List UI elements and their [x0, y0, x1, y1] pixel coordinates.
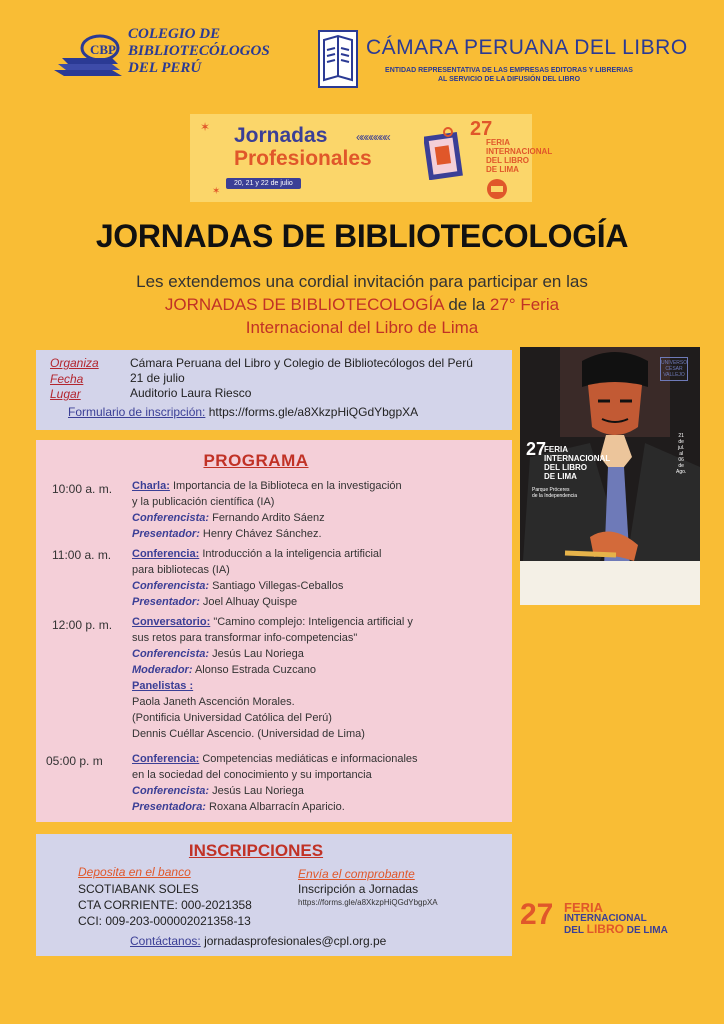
organiza-label: Organiza [50, 356, 99, 370]
send-label: Envía el comprobante [298, 867, 415, 881]
session-time: 11:00 a. m. [52, 548, 112, 562]
session-1: Charla: Importancia de la Biblioteca en la investigación y la publicación científica (IA) Conferencista: Fernando Ardito Sáenz Presentador: Henry Chávez Sánchez. [132, 480, 402, 540]
session-3: Conversatorio: "Camino complejo: Inteligencia artificial y sus retos para transformar info-competencias" Conferencista: Jesús Lau Noriega Moderador: Alonso Estrada Cuzcano Panelistas : Paola Janeth Ascención Morales. (Pontificia Universidad Católica del Perú) Dennis Cuéllar Ascencio. (Universidad de Lima) [132, 616, 413, 740]
deposit-label: Deposita en el banco [78, 865, 191, 879]
form-line [68, 405, 418, 419]
bank-details: SCOTIABANK SOLES CTA CORRIENTE: 000-2021358 CCI: 009-203-000002021358-13 [78, 882, 252, 928]
contact-email-link[interactable]: jornadasprofesionales@cpl.org.pe [204, 934, 387, 948]
form-url-link[interactable]: https://forms.gle/a8XkzpHiQGdYbgpXA [208, 405, 419, 419]
session-time: 12:00 p. m. [52, 618, 113, 632]
cpl-logo-icon [318, 30, 358, 88]
session-time: 10:00 a. m. [52, 482, 113, 496]
invitation-text: Les extendemos una cordial invitación para participar en las JORNADAS DE BIBLIOTECOLOGÍA de la 27° Feria Internacional del Libro de Lima [136, 272, 588, 337]
svg-text:CBP: CBP [90, 42, 116, 57]
cbp-name: COLEGIO DE BIBLIOTECÓLOGOS DEL PERÚ [128, 26, 270, 76]
stamp-icon [424, 126, 464, 180]
session-4: Conferencia: Competencias mediáticas e informacionales en la sociedad del conocimiento y su importancia Conferencista: Jesús Lau Noriega Presentadora: Roxana Albarracín Aparicio. [132, 753, 418, 813]
poster-feria: FERIA INTERNACIONAL DEL LIBRO DE LIMA [544, 445, 611, 481]
cbp-logo-icon [52, 30, 126, 82]
contact-line [130, 934, 386, 948]
jornadas-title: Jornadas Profesionales [234, 124, 372, 170]
lugar-label: Lugar [50, 387, 81, 401]
poster-badge: UNIVERSO CÉSAR VALLEJO [660, 357, 688, 381]
session-2: Conferencia: Introducción a la inteligencia artificial para bibliotecas (IA) Conferencista: Santiago Villegas-Ceballos Presentador: Joel Alhuay Quispe [132, 548, 382, 608]
programa-title: PROGRAMA [203, 451, 309, 470]
organiza-value: Cámara Peruana del Libro y Colegio de Bibliotecólogos del Perú [130, 356, 473, 370]
cpl-tagline: ENTIDAD REPRESENTATIVA DE LAS EMPRESAS EDITORAS Y LIBRERIAS AL SERVICIO DE LA DIFUSIÓN DEL LIBRO [385, 67, 633, 83]
feria-logo-text: FERIA INTERNACIONAL DEL LIBRO DE LIMA [564, 900, 668, 936]
sparkle-icon: ✶ [200, 120, 211, 134]
session-time: 05:00 p. m [46, 754, 103, 768]
feria-poster [520, 347, 700, 605]
contact-label: Contáctanos: [130, 934, 201, 948]
poster-dates: 21 de jul. al 06 de Ago. [676, 433, 687, 475]
feria-name: FERIA INTERNACIONAL DEL LIBRO DE LIMA [486, 138, 553, 174]
form-label: Formulario de inscripción: [68, 405, 206, 419]
jornadas-dates: 20, 21 y 22 de julio [226, 178, 301, 189]
feria-number: 27 [470, 118, 493, 140]
sparkle-icon: ✶ [212, 186, 221, 197]
send-url-link[interactable]: https://forms.gle/a8XkzpHiQGdYbgpXA [298, 898, 438, 907]
fecha-value: 21 de julio [130, 371, 185, 385]
arrows-icon: ««««««« [356, 130, 389, 144]
poster-venue: Parque Próceres de la Independencia [532, 487, 578, 499]
inscripciones-title: INSCRIPCIONES [188, 841, 324, 860]
feria-logo-number: 27 [520, 898, 554, 931]
cpl-name: CÁMARA PERUANA DEL LIBRO [366, 36, 688, 59]
fecha-label: Fecha [50, 372, 84, 386]
badge-icon [486, 178, 508, 200]
lugar-value: Auditorio Laura Riesco [130, 386, 252, 400]
send-text: Inscripción a Jornadas [298, 882, 419, 896]
poster-number: 27 [526, 439, 547, 459]
page-title: JORNADAS DE BIBLIOTECOLOGÍA [95, 218, 629, 254]
